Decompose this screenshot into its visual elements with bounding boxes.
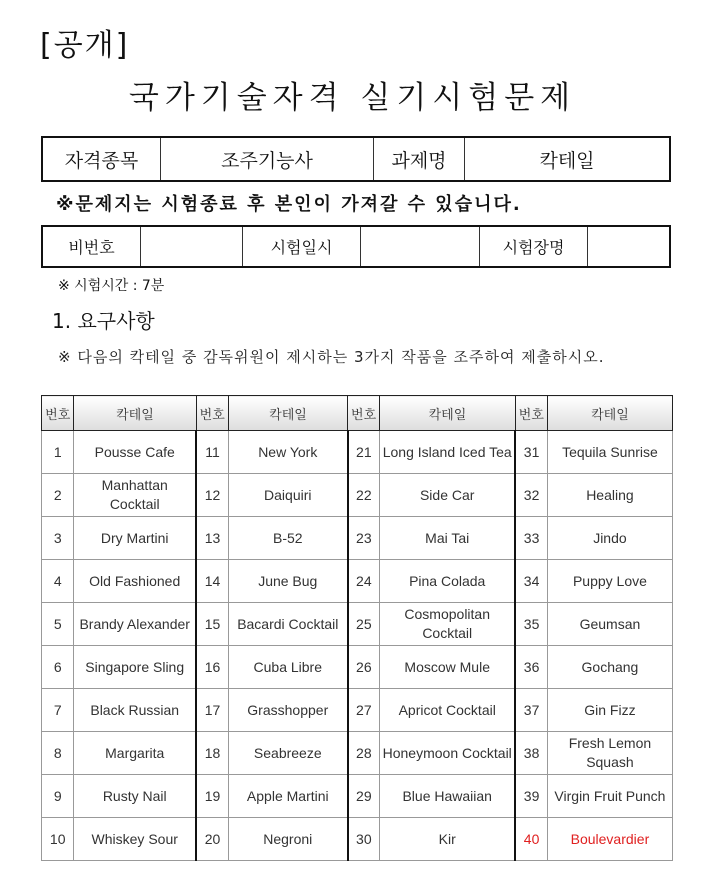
cocktail-number: 30 — [348, 818, 380, 861]
cocktail-name: Fresh Lemon Squash — [547, 732, 672, 775]
cocktail-number: 40 — [515, 818, 547, 861]
subject-table — [41, 136, 671, 182]
cocktail-table — [41, 395, 673, 861]
cocktail-number: 25 — [348, 603, 380, 646]
cocktail-name: Grasshopper — [228, 689, 347, 732]
cocktail-number: 8 — [42, 732, 74, 775]
cocktail-number: 20 — [196, 818, 228, 861]
cocktail-name: Jindo — [547, 517, 672, 560]
table-row — [42, 689, 673, 732]
cocktail-name: Pousse Cafe — [74, 431, 196, 474]
table-row — [42, 431, 673, 474]
id-label: 비번호 — [42, 226, 141, 267]
cocktail-number: 2 — [42, 474, 74, 517]
header-number: 번호 — [196, 396, 228, 431]
cocktail-name: Pina Colada — [380, 560, 516, 603]
cocktail-name: Brandy Alexander — [74, 603, 196, 646]
public-tag: [공개] — [40, 28, 130, 63]
instruction: ※ 다음의 칵테일 중 감독위원이 제시하는 3가지 작품을 조주하여 제출하시오. — [58, 348, 605, 366]
table-row — [42, 560, 673, 603]
cocktail-name: Whiskey Sour — [74, 818, 196, 861]
task-label: 과제명 — [374, 137, 465, 181]
cocktail-name: Moscow Mule — [380, 646, 516, 689]
cocktail-number: 32 — [515, 474, 547, 517]
cocktail-number: 38 — [515, 732, 547, 775]
cocktail-number: 36 — [515, 646, 547, 689]
cocktail-number: 34 — [515, 560, 547, 603]
place-field[interactable] — [588, 226, 671, 267]
cocktail-number: 14 — [196, 560, 228, 603]
cocktail-number: 4 — [42, 560, 74, 603]
cocktail-number: 17 — [196, 689, 228, 732]
cocktail-number: 31 — [515, 431, 547, 474]
cocktail-number: 6 — [42, 646, 74, 689]
cocktail-name: Virgin Fruit Punch — [547, 775, 672, 818]
cocktail-number: 10 — [42, 818, 74, 861]
cocktail-number: 21 — [348, 431, 380, 474]
cocktail-name: Kir — [380, 818, 516, 861]
cocktail-name: New York — [228, 431, 347, 474]
cocktail-number: 19 — [196, 775, 228, 818]
cocktail-number: 13 — [196, 517, 228, 560]
cocktail-number: 9 — [42, 775, 74, 818]
cocktail-name: Bacardi Cocktail — [228, 603, 347, 646]
exam-time: ※ 시험시간 : 7분 — [58, 278, 165, 294]
field-label: 자격종목 — [42, 137, 161, 181]
cocktail-name: Geumsan — [547, 603, 672, 646]
cocktail-name: Old Fashioned — [74, 560, 196, 603]
header-number: 번호 — [348, 396, 380, 431]
cocktail-number: 3 — [42, 517, 74, 560]
cocktail-number: 37 — [515, 689, 547, 732]
cocktail-name: Honeymoon Cocktail — [380, 732, 516, 775]
cocktail-name: Healing — [547, 474, 672, 517]
table-row — [42, 818, 673, 861]
table-row — [42, 517, 673, 560]
cocktail-number: 35 — [515, 603, 547, 646]
date-label: 시험일시 — [243, 226, 361, 267]
id-field[interactable] — [141, 226, 243, 267]
cocktail-number: 29 — [348, 775, 380, 818]
section-heading: 1. 요구사항 — [52, 309, 155, 333]
cocktail-number: 1 — [42, 431, 74, 474]
table-row — [42, 603, 673, 646]
cocktail-name: Dry Martini — [74, 517, 196, 560]
header-cocktail: 칵테일 — [547, 396, 672, 431]
cocktail-name: Cosmopolitan Cocktail — [380, 603, 516, 646]
notice: ※문제지는 시험종료 후 본인이 가져갈 수 있습니다. — [56, 194, 522, 215]
cocktail-name: Singapore Sling — [74, 646, 196, 689]
cocktail-name: Apple Martini — [228, 775, 347, 818]
cocktail-name: Margarita — [74, 732, 196, 775]
header-cocktail: 칵테일 — [74, 396, 196, 431]
table-row — [42, 646, 673, 689]
cocktail-number: 26 — [348, 646, 380, 689]
cocktail-name: Tequila Sunrise — [547, 431, 672, 474]
cocktail-name: Seabreeze — [228, 732, 347, 775]
cocktail-number: 28 — [348, 732, 380, 775]
header-cocktail: 칵테일 — [228, 396, 347, 431]
cocktail-name: Side Car — [380, 474, 516, 517]
cocktail-number: 22 — [348, 474, 380, 517]
cocktail-number: 18 — [196, 732, 228, 775]
cocktail-name: B-52 — [228, 517, 347, 560]
cocktail-number: 12 — [196, 474, 228, 517]
place-label: 시험장명 — [480, 226, 588, 267]
cocktail-name: Rusty Nail — [74, 775, 196, 818]
header-number: 번호 — [42, 396, 74, 431]
table-row — [42, 732, 673, 775]
page-title: 국가기술자격 실기시험문제 — [128, 80, 577, 116]
header-number: 번호 — [515, 396, 547, 431]
cocktail-number: 7 — [42, 689, 74, 732]
cocktail-number: 33 — [515, 517, 547, 560]
cocktail-number: 15 — [196, 603, 228, 646]
cocktail-name: Gin Fizz — [547, 689, 672, 732]
cocktail-name: Long Island Iced Tea — [380, 431, 516, 474]
cocktail-number: 5 — [42, 603, 74, 646]
date-field[interactable] — [361, 226, 480, 267]
cocktail-name: Apricot Cocktail — [380, 689, 516, 732]
task-value: 칵테일 — [465, 137, 671, 181]
cocktail-name: Manhattan Cocktail — [74, 474, 196, 517]
cocktail-name: Cuba Libre — [228, 646, 347, 689]
cocktail-name: Daiquiri — [228, 474, 347, 517]
cocktail-name: Puppy Love — [547, 560, 672, 603]
cocktail-name: June Bug — [228, 560, 347, 603]
cocktail-name: Mai Tai — [380, 517, 516, 560]
cocktail-number: 16 — [196, 646, 228, 689]
table-row — [42, 474, 673, 517]
cocktail-number: 23 — [348, 517, 380, 560]
cocktail-name: Black Russian — [74, 689, 196, 732]
cocktail-name: Boulevardier — [547, 818, 672, 861]
cocktail-name: Blue Hawaiian — [380, 775, 516, 818]
cocktail-name: Negroni — [228, 818, 347, 861]
table-row — [42, 775, 673, 818]
cocktail-number: 39 — [515, 775, 547, 818]
field-value: 조주기능사 — [161, 137, 374, 181]
exam-info-table — [41, 225, 671, 268]
cocktail-name: Gochang — [547, 646, 672, 689]
header-cocktail: 칵테일 — [380, 396, 516, 431]
cocktail-number: 27 — [348, 689, 380, 732]
cocktail-number: 11 — [196, 431, 228, 474]
cocktail-number: 24 — [348, 560, 380, 603]
